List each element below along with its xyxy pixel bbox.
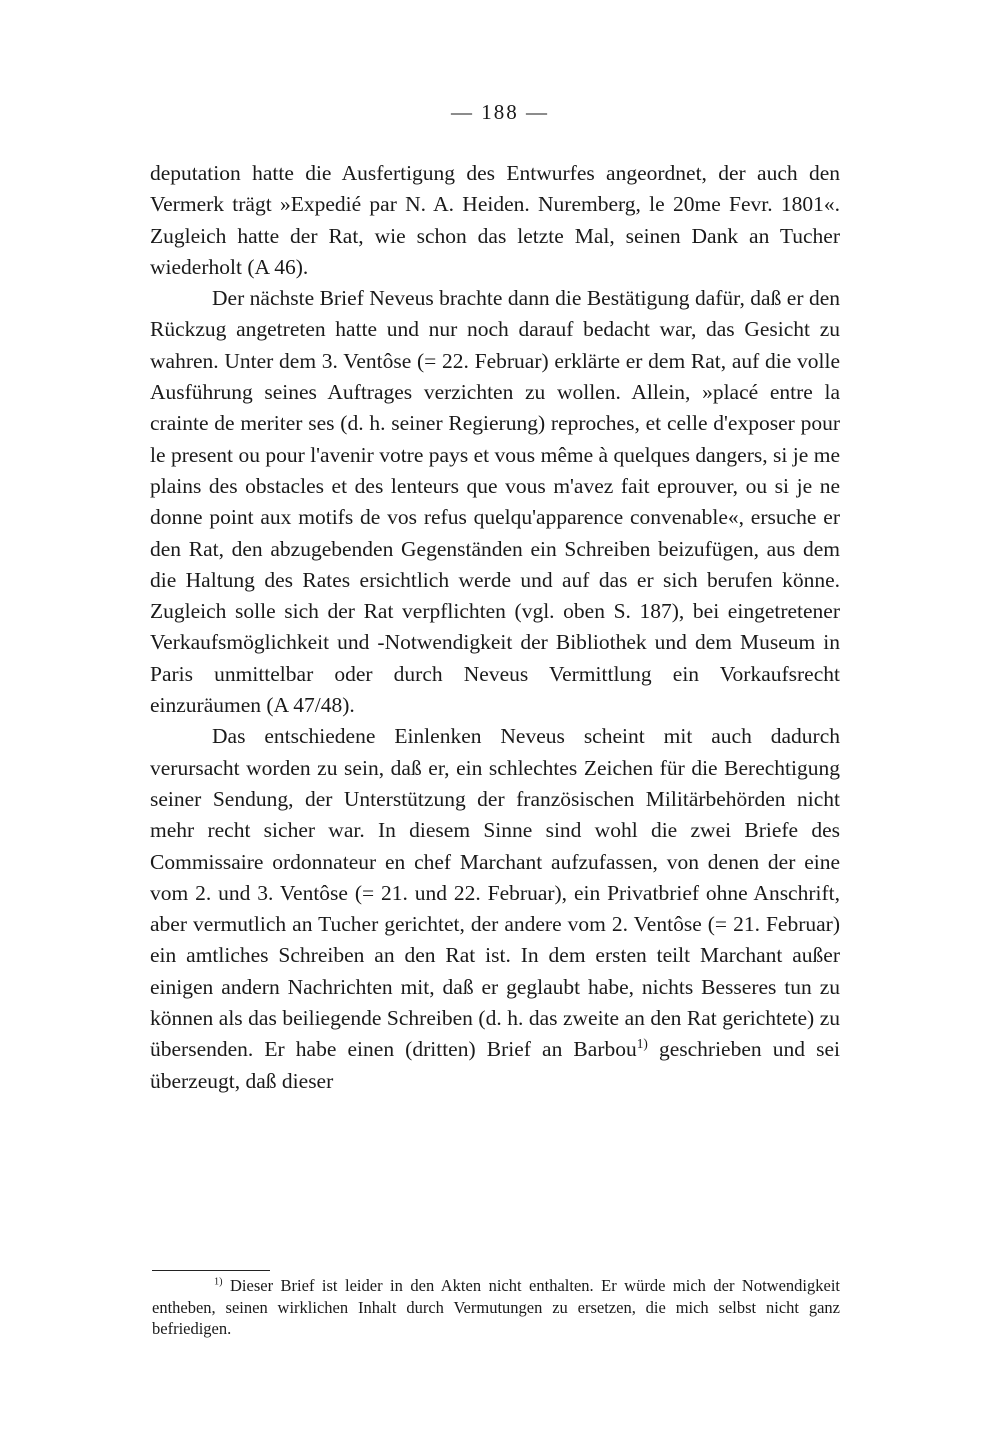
paragraph-3 [150, 721, 840, 1097]
footnote-mark: 1) [214, 1276, 223, 1288]
footnotes [152, 1275, 840, 1340]
main-text [150, 158, 840, 1097]
footnote-reference: 1) [636, 1036, 648, 1052]
page-number: — 188 — [451, 100, 549, 124]
paragraph-2: Der nächste Brief Neveus brachte dann die Bestätigung dafür, daß er den Rückzug angetreten hatte und nur noch darauf bedacht war, das Gesicht zu wahren. Unter dem 3. Ventôse (= 22. Februar) erklärte er dem Rat, auf die volle Ausführung seines Auftrages verzichten zu wollen. Allein, »placé entre la crainte de meriter ses (d. h. seiner Regierung) reproches, et celle d'exposer pour le present ou pour l'avenir votre pays et vous même à quelques dangers, si je me plains des obstacles et des lenteurs que vous m'avez fait eprouver, ou si je ne donne point aux motifs de vos refus quelqu'apparence convenable«, ersuche er den Rat, den abzugebenden Gegenständen ein Schreiben beizufügen, aus dem die Haltung des Rates ersichtlich werde und auf das er sich berufen könne. Zugleich solle sich der Rat verpflichten (vgl. oben S. 187), bei eingetretener Verkaufsmöglichkeit und -Notwendigkeit der Bibliothek und dem Museum in Paris unmittelbar oder durch Neveus Vermittlung ein Vorkaufsrecht einzuräumen (A 47/48). [150, 286, 840, 718]
footnote-1 [152, 1275, 840, 1340]
paragraph-3-text: Das entschiedene Einlenken Neveus scheint mit auch dadurch verursacht worden zu sein, daß er, ein schlechtes Zeichen für die Berechtigung seiner Sendung, der Unterstützung der französischen Militärbehörden nicht mehr recht sicher war. In diesem Sinne sind wohl die zwei Briefe des Commissaire ordonnateur en chef Marchant aufzufassen, von denen der eine vom 2. und 3. Ventôse (= 21. und 22. Februar), ein Privatbrief ohne Anschrift, aber vermutlich an Tucher gerichtet, der andere vom 2. Ventôse (= 21. Februar) ein amtliches Schreiben an den Rat ist. In dem ersten teilt Marchant außer einigen andern Nachrichten mit, daß er geglaubt habe, nichts Besseres tun zu können als das beiliegende Schreiben (d. h. das zweite an den Rat gerichtete) zu übersenden. Er habe einen (dritten) Brief an Barbou [150, 724, 840, 1062]
paragraph-1: deputation hatte die Ausfertigung des Entwurfes angeordnet, der auch den Vermerk trägt »Expedié par N. A. Heiden. Nuremberg, le 20me Fevr. 1801«. Zugleich hatte der Rat, wie schon das letzte Mal, seinen Dank an Tucher wiederholt (A 46). [150, 161, 840, 279]
paragraph-3-text-end: geschrieben und sei überzeugt, daß dieser [150, 1037, 840, 1093]
footnote-text: Dieser Brief ist leider in den Akten nicht enthalten. Er würde mich der Notwendigkeit entheben, seinen wirklichen Inhalt durch Vermutungen zu ersetzen, die mich selbst nicht ganz befriedigen. [152, 1276, 840, 1338]
footnote-divider [152, 1270, 270, 1271]
